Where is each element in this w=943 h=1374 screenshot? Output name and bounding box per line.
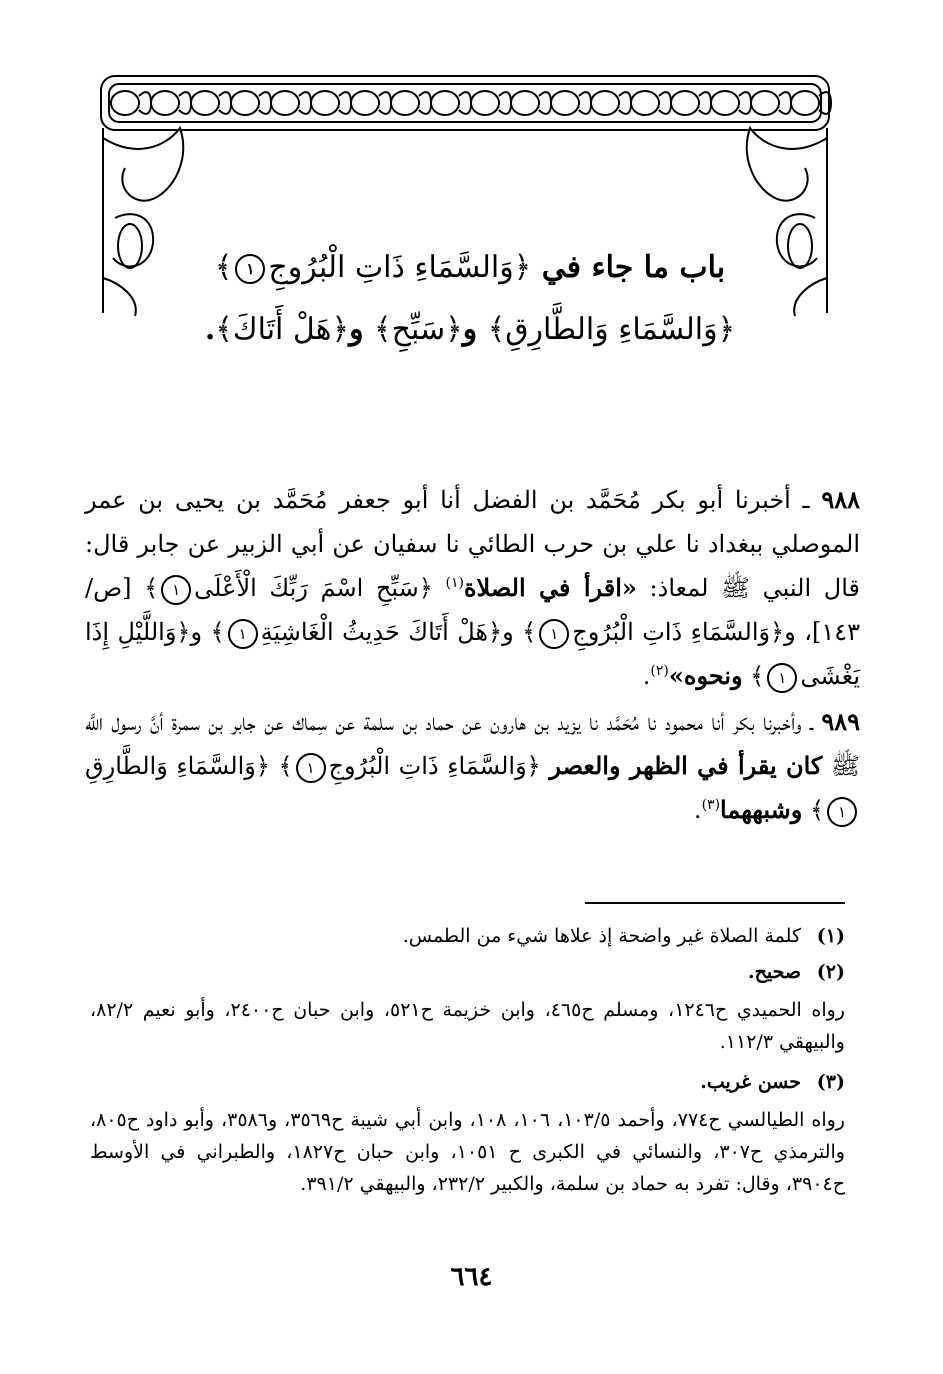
hadith-number: ٩٨٨ bbox=[821, 485, 860, 514]
ayah-marker: ١ bbox=[539, 619, 569, 649]
quote-close: ﴾ bbox=[278, 752, 293, 780]
hadith-988 bbox=[85, 478, 860, 698]
ayah-marker: ١ bbox=[228, 619, 258, 649]
hadith-number: ٩٨٩ bbox=[821, 707, 860, 736]
footnote-text: رواه الحميدي ح١٢٤٦، ومسلم ح٤٦٥، وابن خزيمة ح٥٢١، وابن حبان ح٢٤٠٠، وأبو نعيم ٨٢/٢، والبيهقي ١١٢/٣. bbox=[90, 999, 845, 1053]
quote-close: ﴾ bbox=[750, 662, 765, 690]
heading-quran-quote: ﴿وَالسَّمَاءِ وَالطَّارِقِ﴾ bbox=[487, 312, 736, 347]
footnote-ref: (٣) bbox=[701, 797, 721, 813]
quran-quote: ﴿هَلْ أَتَاكَ حَدِيثُ الْغَاشِيَةِ bbox=[260, 618, 503, 646]
conjunction: و bbox=[502, 618, 514, 646]
heading-quran-quote: ﴿سَبِّحِ﴾ bbox=[374, 312, 463, 347]
sentence-end: . bbox=[642, 662, 651, 690]
quran-quote: ﴿وَالسَّمَاءِ وَالطَّارِقِ bbox=[85, 752, 270, 780]
ayah-marker: ١ bbox=[767, 663, 797, 693]
footnote-1 bbox=[90, 920, 845, 952]
footnote-ref: (٢) bbox=[650, 663, 669, 679]
hadith-matn: كان يقرأ في الظهر والعصر bbox=[549, 751, 823, 780]
footnote-2-sources bbox=[90, 994, 845, 1058]
heading-prefix: باب ما جاء في bbox=[541, 250, 726, 285]
ayah-marker: ١ bbox=[235, 254, 265, 284]
hadith-text: ـ أخبرنا أبو بكر مُحَمَّد بن الفضل أنا أبو جعفر مُحَمَّد بن يحيى بن عمر الموصلي ببغداد نا علي بن حرب الطائي نا سفيان عن أبي الزبير عن جابر قال: قال النبي ﷺ لمعاذ: bbox=[85, 486, 860, 602]
hadith-matn-end: وشبههما bbox=[720, 795, 803, 824]
hadith-989 bbox=[85, 700, 860, 832]
prophet-saying: «اقرأ في الصلاة bbox=[463, 573, 637, 602]
hadith-text: ـ وأخبرنا بكر أنا محمود نا مُحَمَّد نا يزيد بن هارون عن حماد بن سلمة عن سِماك عن جابر بن سمرة أنَّ رسول اللَّه ﷺ bbox=[85, 708, 860, 780]
footnote-3 bbox=[90, 1066, 845, 1098]
conjunction: و bbox=[190, 618, 203, 646]
quote-close: ﴾ bbox=[210, 618, 225, 646]
footnote-ref: (١) bbox=[445, 575, 464, 591]
footnote-text: رواه الطيالسي ح٧٧٤، وأحمد ١٠٣/٥، ١٠٦، ١٠٨، وابن أبي شيبة ح٣٥٦٩، و٣٥٨٦، وأبو داود ح٨٠٥، والترمذي ح٣٠٧، والنسائي في الكبرى ح ١٠٥١، وابن حبان ح١٨٢٧، والطبراني في الأوسط ح٣٩٠٤، وقال: تفرد به حماد بن سلمة، والكبير ٢٣٢/٢، والبيهقي ٣٩١/٢. bbox=[90, 1109, 845, 1195]
ayah-marker: ١ bbox=[827, 797, 857, 827]
quran-quote: ﴿وَالسَّمَاءِ ذَاتِ الْبُرُوجِ bbox=[328, 752, 541, 780]
page-number: ٦٦٤ bbox=[450, 1262, 493, 1292]
footnote-3-sources bbox=[90, 1104, 845, 1200]
heading-quran-quote: ﴿هَلْ أَتَاكَ﴾ bbox=[215, 312, 350, 347]
chapter-heading-line2 bbox=[120, 312, 820, 348]
footnote-grade: حسن غريب. bbox=[700, 1071, 801, 1093]
heading-conjunction: و bbox=[462, 312, 478, 347]
footnote-number: (١) bbox=[816, 925, 845, 947]
footnote-grade: صحيح. bbox=[747, 961, 801, 983]
prophet-saying-end: ونحوه» bbox=[668, 661, 743, 690]
heading-conjunction: و bbox=[349, 312, 364, 347]
quote-close: ﴾ bbox=[214, 250, 233, 285]
footnote-text: كلمة الصلاة غير واضحة إذ علاها شيء من الطمس. bbox=[402, 925, 801, 947]
ayah-marker: ١ bbox=[296, 753, 326, 783]
quote-close: ﴾ bbox=[522, 618, 537, 646]
ayah-marker: ١ bbox=[161, 575, 191, 605]
footnote-divider bbox=[585, 902, 845, 904]
page-reference: [ص/١٤٣]، bbox=[85, 574, 860, 646]
quote-close: ﴾ bbox=[144, 574, 159, 602]
quote-close: ﴾ bbox=[809, 796, 824, 824]
footnote-number: (٣) bbox=[816, 1071, 845, 1093]
heading-end: . bbox=[204, 312, 216, 347]
chapter-heading-line1 bbox=[120, 250, 820, 286]
heading-quran-quote: ﴿وَالسَّمَاءِ ذَاتِ الْبُرُوجِ bbox=[268, 250, 532, 285]
quran-quote: ﴿سَبِّحِ اسْمَ رَبِّكَ الْأَعْلَى bbox=[194, 574, 433, 602]
footnote-2 bbox=[90, 956, 845, 988]
conjunction: و bbox=[784, 618, 796, 646]
quran-quote: ﴿وَالسَّمَاءِ ذَاتِ الْبُرُوجِ bbox=[572, 618, 785, 646]
sentence-end: . bbox=[693, 796, 702, 824]
quran-quote: ﴿وَاللَّيْلِ إِذَا يَغْشَى bbox=[85, 618, 860, 690]
footnote-number: (٢) bbox=[816, 961, 845, 983]
